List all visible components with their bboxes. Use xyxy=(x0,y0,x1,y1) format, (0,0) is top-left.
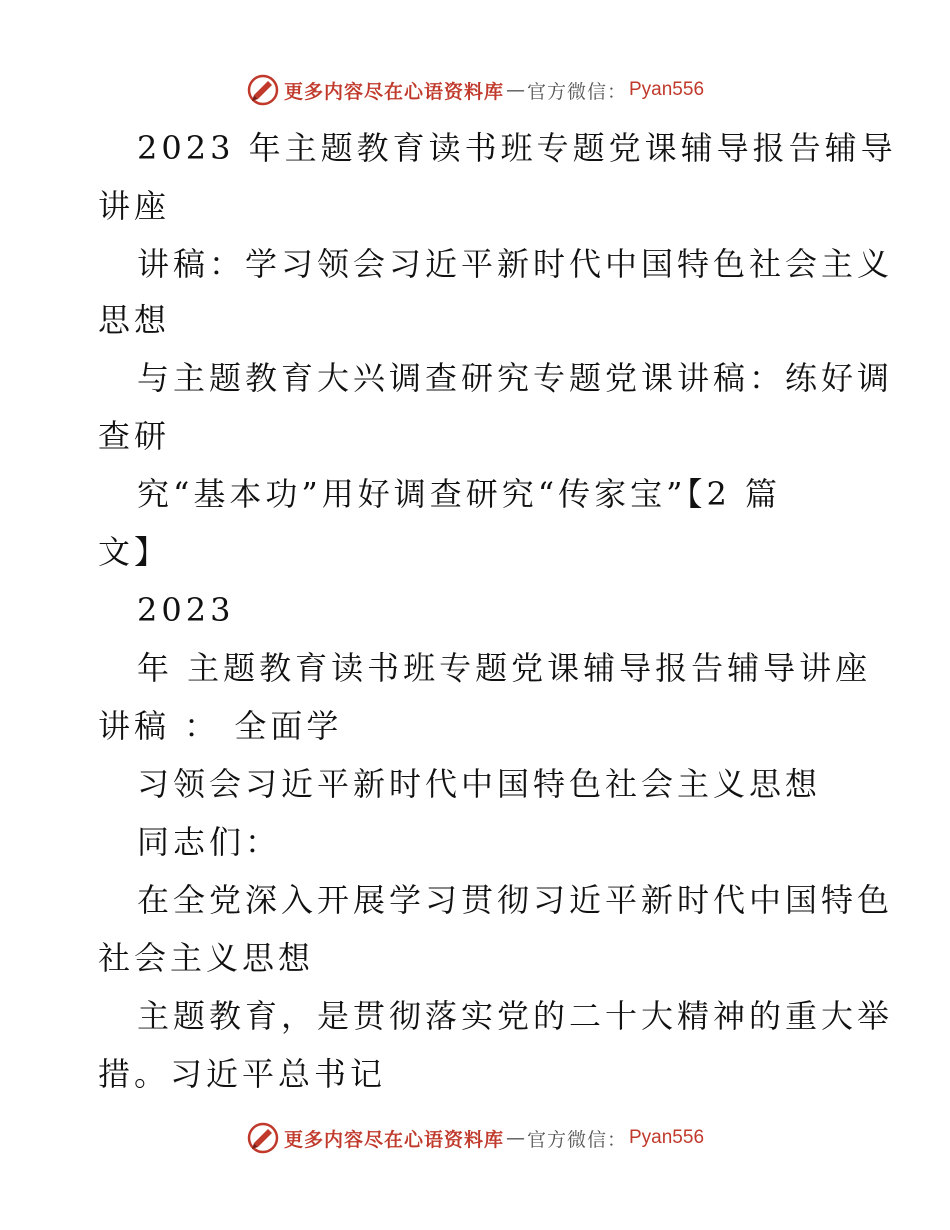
title-line: 讲座 xyxy=(98,187,171,225)
text-line: 讲稿 ： 全面学 xyxy=(98,707,343,745)
paragraph-line: 措。习近平总书记 xyxy=(98,1055,387,1093)
banner-wechat-id: Pyan556 xyxy=(629,79,705,100)
paragraph-line: 社会主义思想 xyxy=(98,939,315,977)
title-line: 文】 xyxy=(98,533,171,571)
text-line: 年 主题教育读书班专题党课辅导报告辅导讲座 xyxy=(137,649,872,687)
banner-contact-label: 官方微信： xyxy=(526,80,627,103)
banner-contact-label: 官方微信： xyxy=(526,1128,627,1151)
footer-banner xyxy=(0,1118,950,1158)
title-line: 2023 年主题教育读书班专题党课辅导报告辅导 xyxy=(137,129,897,167)
title-line: 与主题教育大兴调查研究专题党课讲稿：练好调 xyxy=(137,359,894,397)
banner-separator: — xyxy=(505,79,525,101)
banner-wechat-id: Pyan556 xyxy=(629,1127,705,1148)
paragraph-line: 主题教育，是贯彻落实党的二十大精神的重大举 xyxy=(137,997,894,1035)
salutation: 同志们： xyxy=(137,823,282,861)
pen-circle-logo-icon xyxy=(246,73,280,107)
text-line: 习领会习近平新时代中国特色社会主义思想 xyxy=(137,765,822,803)
title-line: 查研 xyxy=(98,417,171,455)
banner-separator: — xyxy=(505,1127,525,1149)
text-line: 2023 xyxy=(137,591,235,629)
title-line: 究“基本功”用好调查研究“传家宝”【2 篇 xyxy=(137,475,781,513)
header-banner xyxy=(0,70,950,110)
banner-main-text: 更多内容尽在心语资料库 xyxy=(283,1128,504,1151)
title-line: 讲稿：学习领会习近平新时代中国特色社会主义 xyxy=(137,245,894,283)
pen-circle-logo-icon xyxy=(246,1121,280,1155)
title-line: 思想 xyxy=(98,301,171,339)
banner-main-text: 更多内容尽在心语资料库 xyxy=(283,80,504,103)
paragraph-line: 在全党深入开展学习贯彻习近平新时代中国特色 xyxy=(137,881,894,919)
